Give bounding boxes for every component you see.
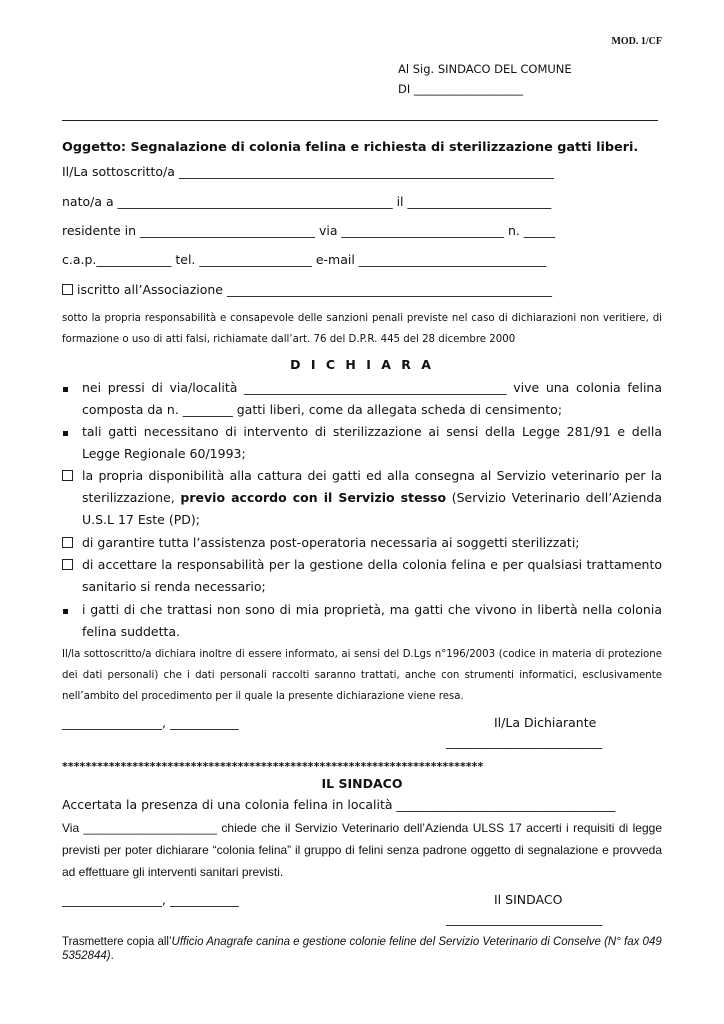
dichiara-title: D I C H I A R A — [290, 357, 434, 372]
privacy-notice: Il/la sottoscritto/a dichiara inoltre di essere informato, ai sensi del D.Lgs n°196/2003 (codice in materia di protezione dei dati personali) che i dati personali raccolti saranno trattati, anche con strumenti informatici, esclusivamente nell’ambito del procedimento per il quale la presente dichiarazione viene resa. — [62, 649, 662, 702]
sindaco-label: Il SINDACO — [494, 892, 563, 907]
sindaco-location-line: Accertata la presenza di una colonia felina in località ___________________________________ — [62, 797, 616, 812]
field-birth[interactable]: nato/a a ____________________________________________ il _______________________ — [62, 194, 552, 209]
checkbox-postop[interactable] — [62, 537, 73, 548]
dichiarante-signature-line[interactable]: _________________________ — [446, 734, 603, 749]
sindaco-request: Via ____________________ chiede che il Servizio Veterinario dell’Azienda ULSS 17 accerti i requisiti di legge previsti per poter dichiarare “colonia felina” il gruppo di felini senza padrone oggetto di segnalazione e provveda ad effettuare gli interventi sanitari previsti. — [62, 821, 662, 879]
list-item: i gatti di che trattasi non sono di mia proprietà, ma gatti che vivono in libertà nella colonia felina suddetta. — [62, 599, 662, 643]
checkbox-capture[interactable] — [62, 470, 73, 481]
field-name[interactable]: Il/La sottoscritto/a ____________________________________________________________ — [62, 164, 554, 179]
field-contacts[interactable]: c.a.p.____________ tel. __________________ e-mail ______________________________ — [62, 252, 547, 267]
section-separator: ************************************************************************ — [62, 760, 484, 773]
bullet-icon — [63, 609, 68, 614]
association-checkbox[interactable] — [62, 284, 73, 295]
header-divider — [62, 120, 658, 121]
transmission-note: Trasmettere copia all’Ufficio Anagrafe canina e gestione colonie feline del Servizio Veterinario di Conselve (N° fax 049 5352844). — [62, 936, 662, 962]
field-association — [62, 282, 552, 297]
bullet-icon — [63, 387, 68, 392]
list-item: tali gatti necessitano di intervento di sterilizzazione ai sensi della Legge 281/91 e della Legge Regionale 60/1993; — [62, 421, 662, 465]
list-item: di accettare la responsabilità per la gestione della colonia felina e per qualsiasi trattamento sanitario si renda necessario; — [62, 554, 662, 598]
subject-heading: Oggetto: Segnalazione di colonia felina e richiesta di sterilizzazione gatti liberi. — [62, 140, 639, 155]
sindaco-signature-line[interactable]: _________________________ — [446, 911, 603, 926]
checkbox-responsibility[interactable] — [62, 559, 73, 570]
sindaco-title: IL SINDACO — [321, 776, 403, 791]
place-date-1[interactable]: ________________, ___________ — [62, 715, 239, 730]
list-item: nei pressi di via/località __________________________________________ vive una colonia felina composta da n. ________ gatti liberi, come da allegata scheda di censimento; — [62, 377, 662, 421]
module-code: MOD. 1/CF — [611, 36, 662, 47]
place-date-2[interactable]: ________________, ___________ — [62, 892, 239, 907]
recipient-line-1: Al Sig. SINDACO DEL COMUNE — [398, 62, 572, 76]
list-item: la propria disponibilità alla cattura dei gatti ed alla consegna al Servizio veterinario per la sterilizzazione, previo accordo con il Servizio stesso (Servizio Veterinario dell’Azienda U.S.L 17 Este (PD); — [62, 465, 662, 531]
recipient-line-2: DI ___________________ — [398, 82, 524, 96]
declaration-intro: sotto la propria responsabilità e consapevole delle sanzioni penali previste nel caso di dichiarazioni non veritiere, di formazione o uso di atti falsi, richiamate dall’art. 76 del D.P.R. 445 del 28 dicembre 2000 — [62, 313, 662, 345]
bullet-icon — [63, 431, 68, 436]
dichiarante-label: Il/La Dichiarante — [494, 715, 597, 730]
association-label[interactable]: iscritto all’Associazione ____________________________________________________ — [77, 282, 552, 297]
list-item: di garantire tutta l’assistenza post-operatoria necessaria ai soggetti sterilizzati; — [62, 532, 662, 554]
field-residence[interactable]: residente in ____________________________ via __________________________ n. _____ — [62, 223, 556, 238]
